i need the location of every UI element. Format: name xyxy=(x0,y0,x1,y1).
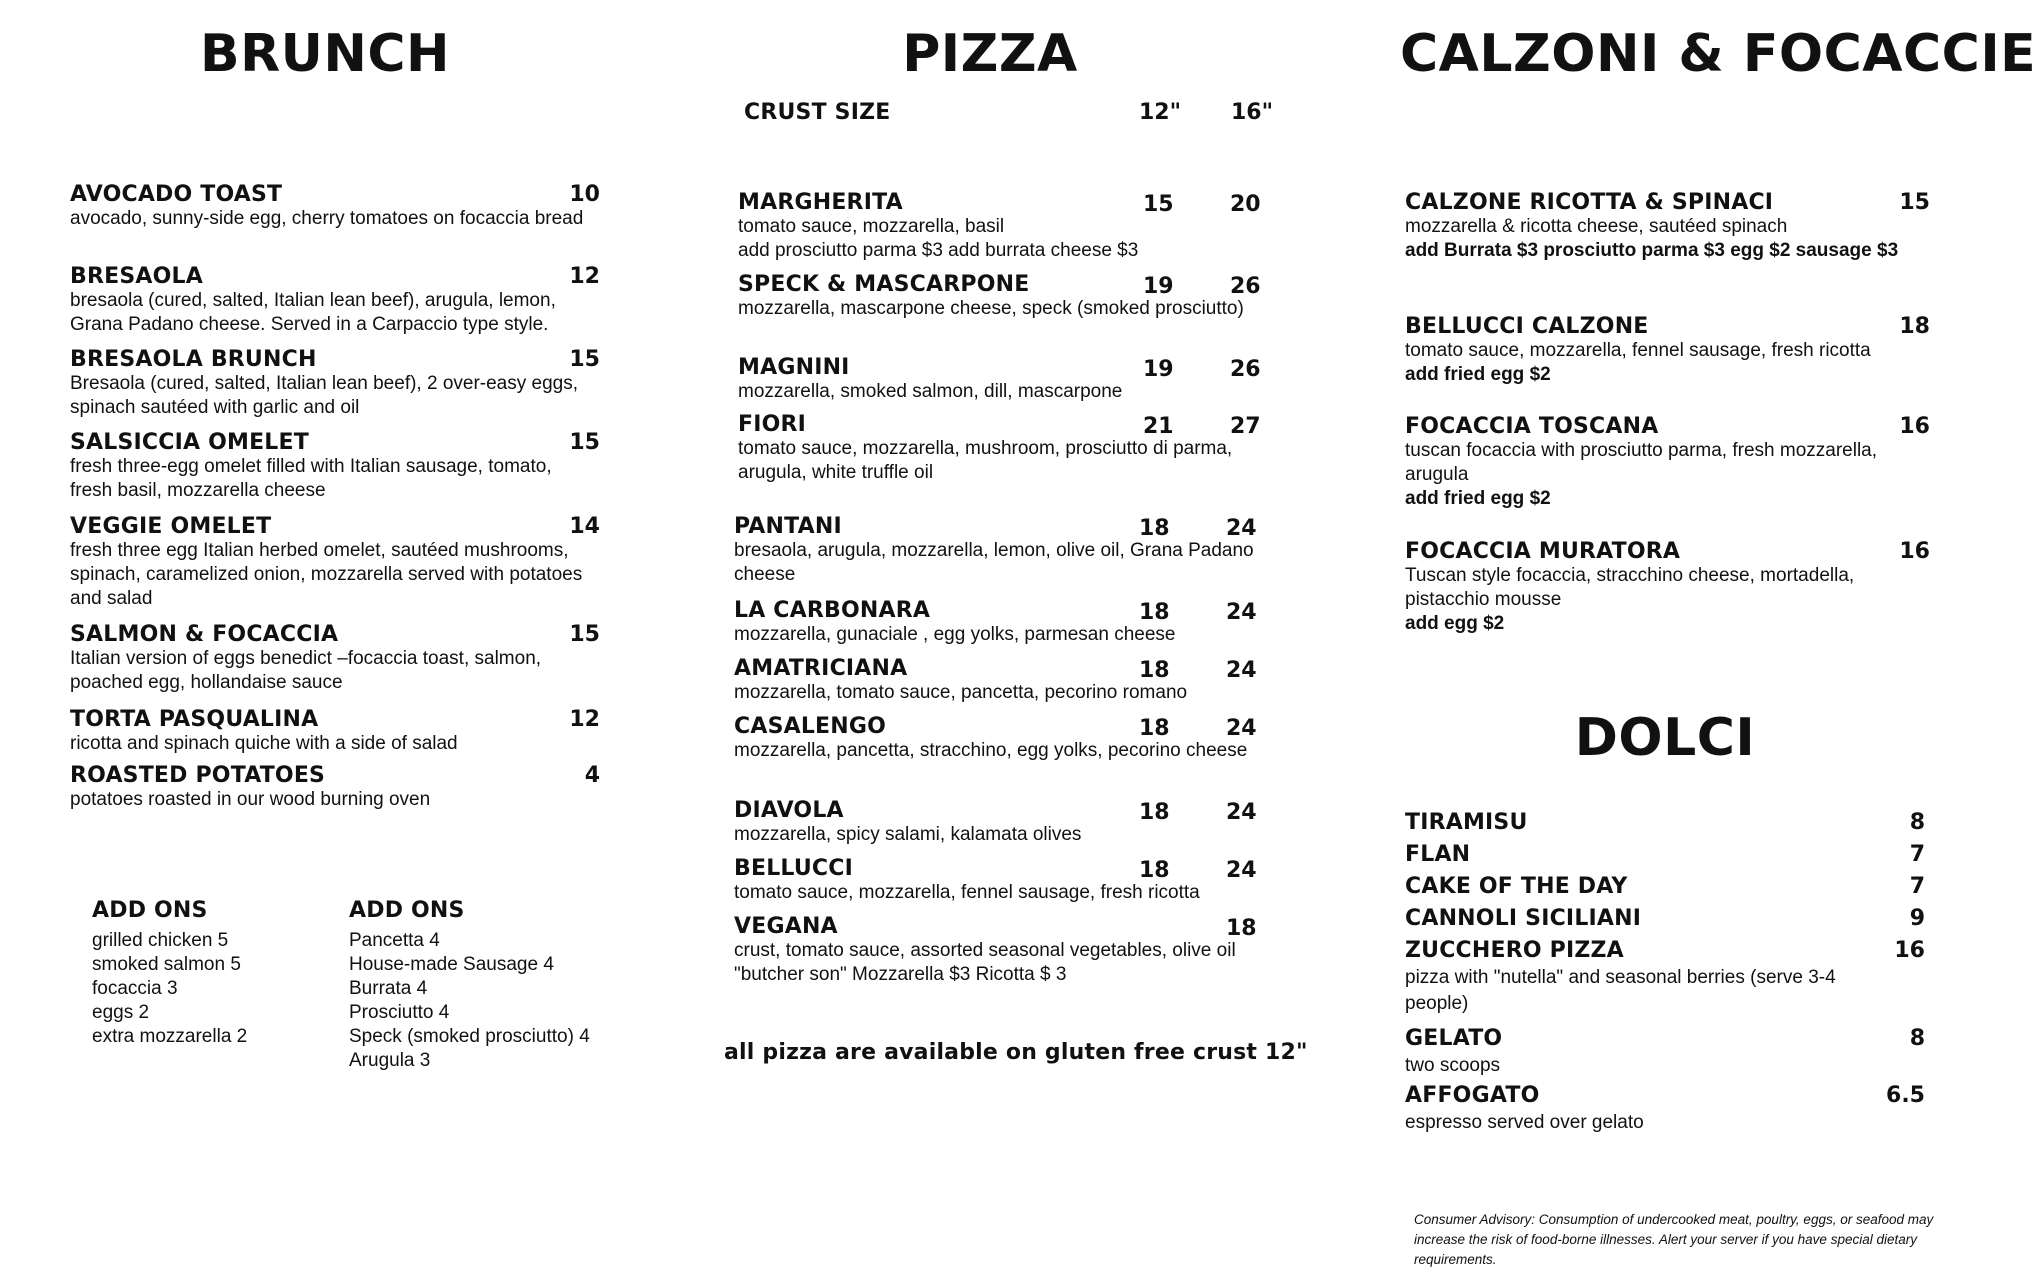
pizza-item-name: BELLUCCI xyxy=(734,856,853,881)
brunch-item-name: BRESAOLA BRUNCH xyxy=(70,347,317,372)
addon-line: focaccia 3 xyxy=(92,978,178,999)
calzoni-item-desc: mozzarella & ricotta cheese, sautéed spinach xyxy=(1405,216,1788,237)
pizza-item-desc: bresaola, arugula, mozzarella, lemon, olive oil, Grana Padano cheese xyxy=(734,540,1254,585)
pizza-price-12: 18 xyxy=(1139,800,1170,825)
pizza-item-desc: tomato sauce, mozzarella, basil xyxy=(738,216,1005,237)
brunch-item xyxy=(70,514,600,611)
brunch-item xyxy=(70,347,600,420)
addons-right-lines xyxy=(349,929,629,1073)
crust-size-label: CRUST SIZE xyxy=(744,100,891,125)
brunch-item-desc: fresh three egg Italian herbed omelet, sautéed mushrooms, spinach, caramelized onion, mozzarella served with potatoes and salad xyxy=(70,540,583,609)
pizza-item xyxy=(738,190,1268,263)
dolci-item-desc: two scoops xyxy=(1405,1055,1501,1076)
pizza-item-name: VEGANA xyxy=(734,914,838,939)
brunch-item-desc: fresh three-egg omelet filled with Italian sausage, tomato, fresh basil, mozzarella cheese xyxy=(70,456,552,501)
calzoni-title: CALZONI & FOCACCIE xyxy=(1400,24,2036,84)
addon-line: Arugula 3 xyxy=(349,1050,431,1071)
brunch-item-desc: avocado, sunny-side egg, cherry tomatoes on focaccia bread xyxy=(70,208,584,229)
calzoni-item-addon: add Burrata $3 prosciutto parma $3 egg $2 sausage $3 xyxy=(1405,240,1899,261)
brunch-item-name: SALSICCIA OMELET xyxy=(70,430,309,455)
pizza-price-12: 19 xyxy=(1143,357,1174,382)
pizza-price-16: 26 xyxy=(1230,274,1261,299)
pizza-item-extra: add prosciutto parma $3 add burrata cheese $3 xyxy=(738,240,1139,261)
pizza-item-name: AMATRICIANA xyxy=(734,656,908,681)
pizza-price-12: 21 xyxy=(1143,414,1174,439)
brunch-item-name: VEGGIE OMELET xyxy=(70,514,272,539)
dolci-item-desc: espresso served over gelato xyxy=(1405,1112,1644,1133)
brunch-item-price: 12 xyxy=(569,707,600,732)
pizza-price-12: 18 xyxy=(1139,600,1170,625)
pizza-price-16: 18 xyxy=(1226,916,1257,941)
pizza-price-16: 26 xyxy=(1230,357,1261,382)
brunch-item-price: 10 xyxy=(569,182,600,207)
pizza-price-16: 24 xyxy=(1226,658,1257,683)
calzoni-item xyxy=(1405,539,1930,636)
pizza-item-desc: mozzarella, spicy salami, kalamata olives xyxy=(734,824,1082,845)
addon-line: eggs 2 xyxy=(92,1002,150,1023)
pizza-price-16: 24 xyxy=(1226,600,1257,625)
pizza-price-12: 18 xyxy=(1139,658,1170,683)
crust-size-12: 12" xyxy=(1139,100,1182,125)
addon-line: Prosciutto 4 xyxy=(349,1002,450,1023)
dolci-item xyxy=(1405,874,1925,899)
dolci-item-name: CANNOLI SICILIANI xyxy=(1405,906,1642,931)
pizza-item xyxy=(734,798,1264,847)
addons-right-title: ADD ONS xyxy=(349,898,465,923)
brunch-item-name: SALMON & FOCACCIA xyxy=(70,622,339,647)
brunch-item-desc: Italian version of eggs benedict –focaccia toast, salmon, poached egg, hollandaise sauce xyxy=(70,648,542,693)
calzoni-item-price: 16 xyxy=(1899,539,1930,564)
pizza-item-desc: tomato sauce, mozzarella, fennel sausage, fresh ricotta xyxy=(734,882,1200,903)
pizza-item-extra: "butcher son" Mozzarella $3 Ricotta $ 3 xyxy=(734,964,1067,985)
pizza-item xyxy=(734,598,1264,647)
pizza-item xyxy=(734,656,1264,705)
pizza-price-12: 19 xyxy=(1143,274,1174,299)
pizza-item xyxy=(734,514,1264,587)
calzoni-item-addon: add fried egg $2 xyxy=(1405,488,1551,509)
brunch-item-price: 14 xyxy=(569,514,600,539)
pizza-item-desc: mozzarella, gunaciale , egg yolks, parmesan cheese xyxy=(734,624,1176,645)
dolci-item-price: 8 xyxy=(1909,810,1925,835)
dolci-item-price: 7 xyxy=(1909,874,1925,899)
calzoni-item-desc: tomato sauce, mozzarella, fennel sausage, fresh ricotta xyxy=(1405,340,1871,361)
pizza-price-16: 27 xyxy=(1230,414,1261,439)
crust-size-16: 16" xyxy=(1231,100,1274,125)
calzoni-item xyxy=(1405,190,1930,263)
calzoni-item-price: 18 xyxy=(1899,314,1930,339)
calzoni-item-price: 15 xyxy=(1899,190,1930,215)
pizza-item-name: MARGHERITA xyxy=(738,190,903,215)
pizza-item-name: CASALENGO xyxy=(734,714,887,739)
dolci-item-desc: pizza with "nutella" and seasonal berries (serve 3-4 people) xyxy=(1405,967,1836,1014)
dolci-item-price: 8 xyxy=(1909,1026,1925,1051)
brunch-item xyxy=(70,707,600,756)
pizza-item xyxy=(734,856,1264,905)
brunch-item-price: 15 xyxy=(569,622,600,647)
pizza-price-12: 15 xyxy=(1143,192,1174,217)
addons-left-title: ADD ONS xyxy=(92,898,208,923)
calzoni-item-addon: add egg $2 xyxy=(1405,613,1505,634)
calzoni-item-desc: tuscan focaccia with prosciutto parma, fresh mozzarella, arugula xyxy=(1405,440,1878,485)
pizza-item-name: DIAVOLA xyxy=(734,798,844,823)
calzoni-item-addon: add fried egg $2 xyxy=(1405,364,1551,385)
calzoni-item-desc: Tuscan style focaccia, stracchino cheese, mortadella, pistacchio mousse xyxy=(1405,565,1855,610)
consumer-advisory: Consumer Advisory: Consumption of undercooked meat, poultry, eggs, or seafood may increase the risk of food-borne illnesses. Alert your server if you have special dietary requirements. xyxy=(1414,1212,1934,1267)
pizza-item-name: MAGNINI xyxy=(738,355,850,380)
dolci-title: DOLCI xyxy=(1574,708,1756,768)
calzoni-item xyxy=(1405,314,1930,387)
brunch-item xyxy=(70,264,600,337)
brunch-item-name: AVOCADO TOAST xyxy=(70,182,283,207)
pizza-price-16: 24 xyxy=(1226,516,1257,541)
addon-line: Speck (smoked prosciutto) 4 xyxy=(349,1026,590,1047)
brunch-item-desc: potatoes roasted in our wood burning oven xyxy=(70,789,431,810)
dolci-item-name: ZUCCHERO PIZZA xyxy=(1405,938,1624,963)
pizza-price-12: 18 xyxy=(1139,516,1170,541)
brunch-item-name: BRESAOLA xyxy=(70,264,203,289)
pizza-item xyxy=(734,914,1264,987)
dolci-item xyxy=(1405,906,1925,931)
brunch-title: BRUNCH xyxy=(199,24,451,84)
addon-line: extra mozzarella 2 xyxy=(92,1026,248,1047)
pizza-price-12: 18 xyxy=(1139,716,1170,741)
addons-left xyxy=(92,898,332,1049)
calzoni-item-name: FOCACCIA TOSCANA xyxy=(1405,414,1659,439)
brunch-item-price: 15 xyxy=(569,430,600,455)
brunch-item xyxy=(70,763,600,812)
pizza-item-desc: mozzarella, tomato sauce, pancetta, pecorino romano xyxy=(734,682,1188,703)
brunch-item-price: 15 xyxy=(569,347,600,372)
pizza-item xyxy=(734,714,1264,763)
brunch-item xyxy=(70,430,600,503)
pizza-price-16: 24 xyxy=(1226,858,1257,883)
addon-line: House-made Sausage 4 xyxy=(349,954,554,975)
dolci-item xyxy=(1405,842,1925,867)
pizza-item-desc: crust, tomato sauce, assorted seasonal vegetables, olive oil xyxy=(734,940,1236,961)
dolci-item-price: 9 xyxy=(1909,906,1925,931)
pizza-item xyxy=(738,272,1268,321)
dolci-item-name: AFFOGATO xyxy=(1405,1083,1540,1108)
addons-right xyxy=(349,898,629,1073)
dolci-item xyxy=(1405,810,1925,835)
addon-line: Burrata 4 xyxy=(349,978,428,999)
dolci-item xyxy=(1405,1026,1925,1079)
brunch-item-desc: bresaola (cured, salted, Italian lean beef), arugula, lemon, Grana Padano cheese. Served in a Carpaccio type style. xyxy=(70,290,556,335)
brunch-item xyxy=(70,182,600,231)
calzoni-item-name: FOCACCIA MURATORA xyxy=(1405,539,1681,564)
pizza-item-name: SPECK & MASCARPONE xyxy=(738,272,1030,297)
brunch-item-desc: Bresaola (cured, salted, Italian lean beef), 2 over-easy eggs, spinach sautéed with garlic and oil xyxy=(70,373,579,418)
dolci-item-price: 6.5 xyxy=(1886,1083,1925,1108)
pizza-item-desc: mozzarella, pancetta, stracchino, egg yolks, pecorino cheese xyxy=(734,740,1248,761)
dolci-item-price: 16 xyxy=(1894,938,1925,963)
gluten-free-note: all pizza are available on gluten free crust 12" xyxy=(724,1040,1308,1065)
pizza-item-desc: mozzarella, mascarpone cheese, speck (smoked prosciutto) xyxy=(738,298,1244,319)
pizza-title: PIZZA xyxy=(902,24,1078,84)
calzoni-item-name: BELLUCCI CALZONE xyxy=(1405,314,1649,339)
brunch-item-desc: ricotta and spinach quiche with a side of salad xyxy=(70,733,458,754)
brunch-item-price: 4 xyxy=(584,763,600,788)
calzoni-item xyxy=(1405,414,1930,511)
pizza-item-name: LA CARBONARA xyxy=(734,598,931,623)
dolci-item-name: TIRAMISU xyxy=(1405,810,1528,835)
dolci-item-name: CAKE OF THE DAY xyxy=(1405,874,1628,899)
pizza-price-16: 20 xyxy=(1230,192,1261,217)
brunch-item-name: ROASTED POTATOES xyxy=(70,763,326,788)
pizza-item-name: PANTANI xyxy=(734,514,842,539)
brunch-item-name: TORTA PASQUALINA xyxy=(70,707,319,732)
pizza-item xyxy=(738,412,1268,485)
pizza-item-name: FIORI xyxy=(738,412,807,437)
brunch-item xyxy=(70,622,600,695)
crust-size-row xyxy=(744,100,1284,130)
dolci-item-name: FLAN xyxy=(1405,842,1471,867)
dolci-item-name: GELATO xyxy=(1405,1026,1503,1051)
pizza-price-12: 18 xyxy=(1139,858,1170,883)
calzoni-item-price: 16 xyxy=(1899,414,1930,439)
pizza-price-16: 24 xyxy=(1226,716,1257,741)
addon-line: smoked salmon 5 xyxy=(92,954,241,975)
addon-line: grilled chicken 5 xyxy=(92,930,229,951)
addon-line: Pancetta 4 xyxy=(349,930,440,951)
pizza-item xyxy=(738,355,1268,404)
pizza-item-desc: mozzarella, smoked salmon, dill, mascarpone xyxy=(738,381,1123,402)
dolci-item-price: 7 xyxy=(1909,842,1925,867)
pizza-price-16: 24 xyxy=(1226,800,1257,825)
brunch-item-price: 12 xyxy=(569,264,600,289)
calzoni-item-name: CALZONE RICOTTA & SPINACI xyxy=(1405,190,1774,215)
dolci-item xyxy=(1405,1083,1925,1136)
addons-left-lines xyxy=(92,929,332,1049)
dolci-item xyxy=(1405,938,1925,1017)
pizza-item-desc: tomato sauce, mozzarella, mushroom, prosciutto di parma, arugula, white truffle oil xyxy=(738,438,1233,483)
